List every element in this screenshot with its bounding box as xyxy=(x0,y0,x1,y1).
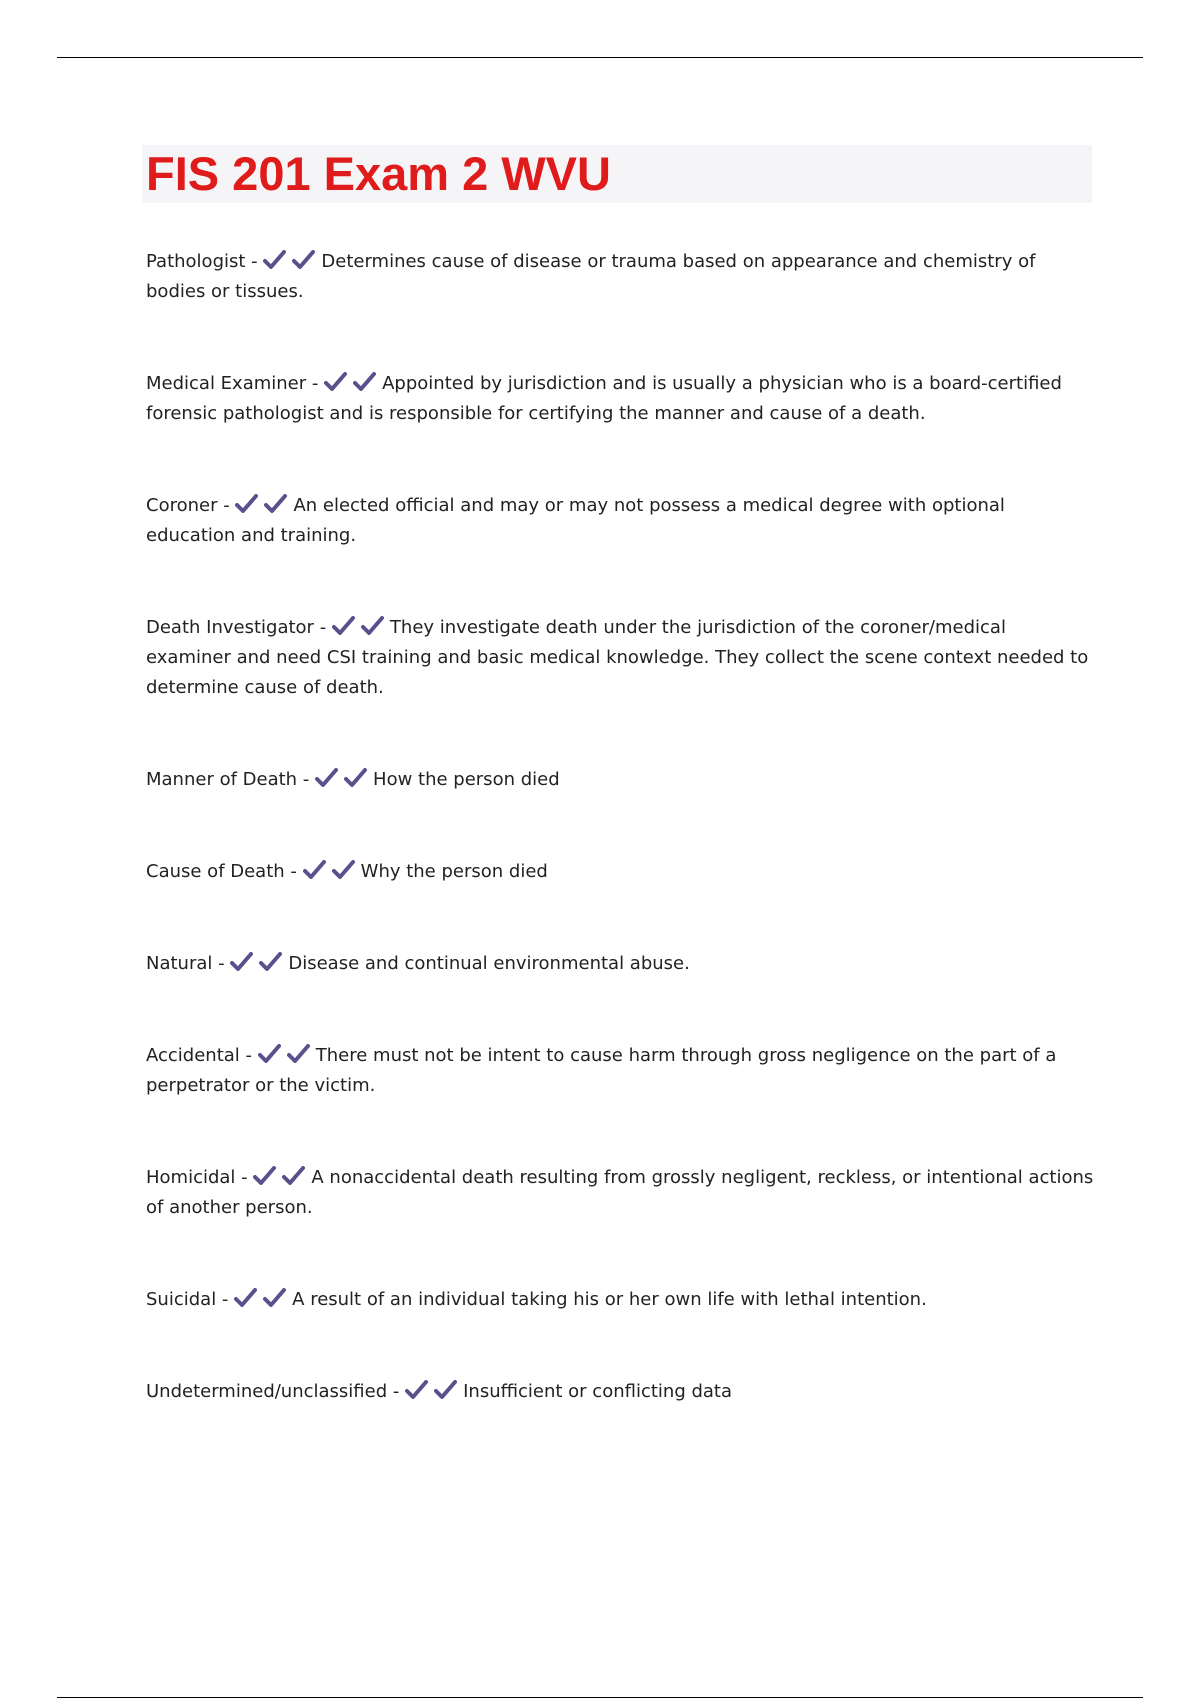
checkmark-icon xyxy=(264,494,287,514)
entry-separator: - xyxy=(306,373,325,394)
definition-entry xyxy=(146,1041,1096,1101)
checkmark-icon xyxy=(434,1380,457,1400)
entry-term: Medical Examiner xyxy=(146,373,307,394)
checkmark-icon xyxy=(234,1288,257,1308)
entry-definition: Appointed by jurisdiction and is usually a physician who is a board-certified forensic pathologist and is responsible for certifying the manner and cause of a death. xyxy=(146,373,1062,424)
entry-separator: - xyxy=(217,495,236,516)
definition-entry xyxy=(146,1163,1096,1223)
entry-definition: A nonaccidental death resulting from grossly negligent, reckless, or intentional actions of another person. xyxy=(146,1167,1094,1218)
entry-definition: Insufficient or conflicting data xyxy=(463,1381,733,1402)
entry-definition: Disease and continual environmental abuse. xyxy=(288,953,690,974)
definition-entry xyxy=(146,949,1096,979)
entry-definition: They investigate death under the jurisdiction of the coroner/medical examiner and need CSI training and basic medical knowledge. They collect the scene context needed to determine cause of death. xyxy=(146,617,1089,698)
definition-entry xyxy=(146,613,1096,703)
page-top-rule xyxy=(57,57,1143,58)
entry-term: Cause of Death xyxy=(146,861,285,882)
entry-term: Pathologist xyxy=(146,251,246,272)
checkmark-icon xyxy=(253,1166,276,1186)
entry-term: Accidental xyxy=(146,1045,240,1066)
definition-entry xyxy=(146,369,1096,429)
checkmark-icon xyxy=(263,250,286,270)
definition-entry xyxy=(146,857,1096,887)
entry-term: Manner of Death xyxy=(146,769,298,790)
entry-separator: - xyxy=(212,953,231,974)
checkmark-icon xyxy=(282,1166,305,1186)
checkmark-icon xyxy=(332,616,355,636)
definition-entry xyxy=(146,1377,1096,1407)
entry-separator: - xyxy=(297,769,316,790)
entry-definition: There must not be intent to cause harm through gross negligence on the part of a perpetrator or the victim. xyxy=(146,1045,1057,1096)
checkmark-icon xyxy=(258,1044,281,1064)
entry-separator: - xyxy=(387,1381,406,1402)
definition-list xyxy=(146,247,1096,1407)
checkmark-icon xyxy=(405,1380,428,1400)
checkmark-icon xyxy=(344,768,367,788)
entry-term: Death Investigator xyxy=(146,617,314,638)
checkmark-icon xyxy=(235,494,258,514)
entry-definition: A result of an individual taking his or her own life with lethal intention. xyxy=(292,1289,927,1310)
checkmark-icon xyxy=(230,952,253,972)
entry-term: Homicidal xyxy=(146,1167,236,1188)
entry-term: Suicidal xyxy=(146,1289,217,1310)
checkmark-icon xyxy=(361,616,384,636)
checkmark-icon xyxy=(315,768,338,788)
checkmark-icon xyxy=(263,1288,286,1308)
document-title: FIS 201 Exam 2 WVU xyxy=(146,147,611,200)
definition-entry xyxy=(146,491,1096,551)
entry-separator: - xyxy=(245,251,264,272)
entry-definition: Determines cause of disease or trauma based on appearance and chemistry of bodies or tissues. xyxy=(146,251,1036,302)
page-bottom-rule xyxy=(57,1697,1143,1698)
checkmark-icon xyxy=(259,952,282,972)
entry-separator: - xyxy=(239,1045,258,1066)
entry-definition: Why the person died xyxy=(360,861,548,882)
checkmark-icon xyxy=(332,860,355,880)
entry-definition: How the person died xyxy=(373,769,560,790)
checkmark-icon xyxy=(324,372,347,392)
entry-separator: - xyxy=(313,617,332,638)
definition-entry xyxy=(146,247,1096,307)
entry-term: Natural xyxy=(146,953,213,974)
checkmark-icon xyxy=(287,1044,310,1064)
checkmark-icon xyxy=(353,372,376,392)
entry-term: Undetermined/unclassified xyxy=(146,1381,388,1402)
checkmark-icon xyxy=(292,250,315,270)
definition-entry xyxy=(146,1285,1096,1315)
entry-separator: - xyxy=(216,1289,235,1310)
entry-definition: An elected official and may or may not possess a medical degree with optional education and training. xyxy=(146,495,1005,546)
definition-entry xyxy=(146,765,1096,795)
checkmark-icon xyxy=(303,860,326,880)
entry-separator: - xyxy=(284,861,303,882)
entry-separator: - xyxy=(235,1167,254,1188)
entry-term: Coroner xyxy=(146,495,218,516)
